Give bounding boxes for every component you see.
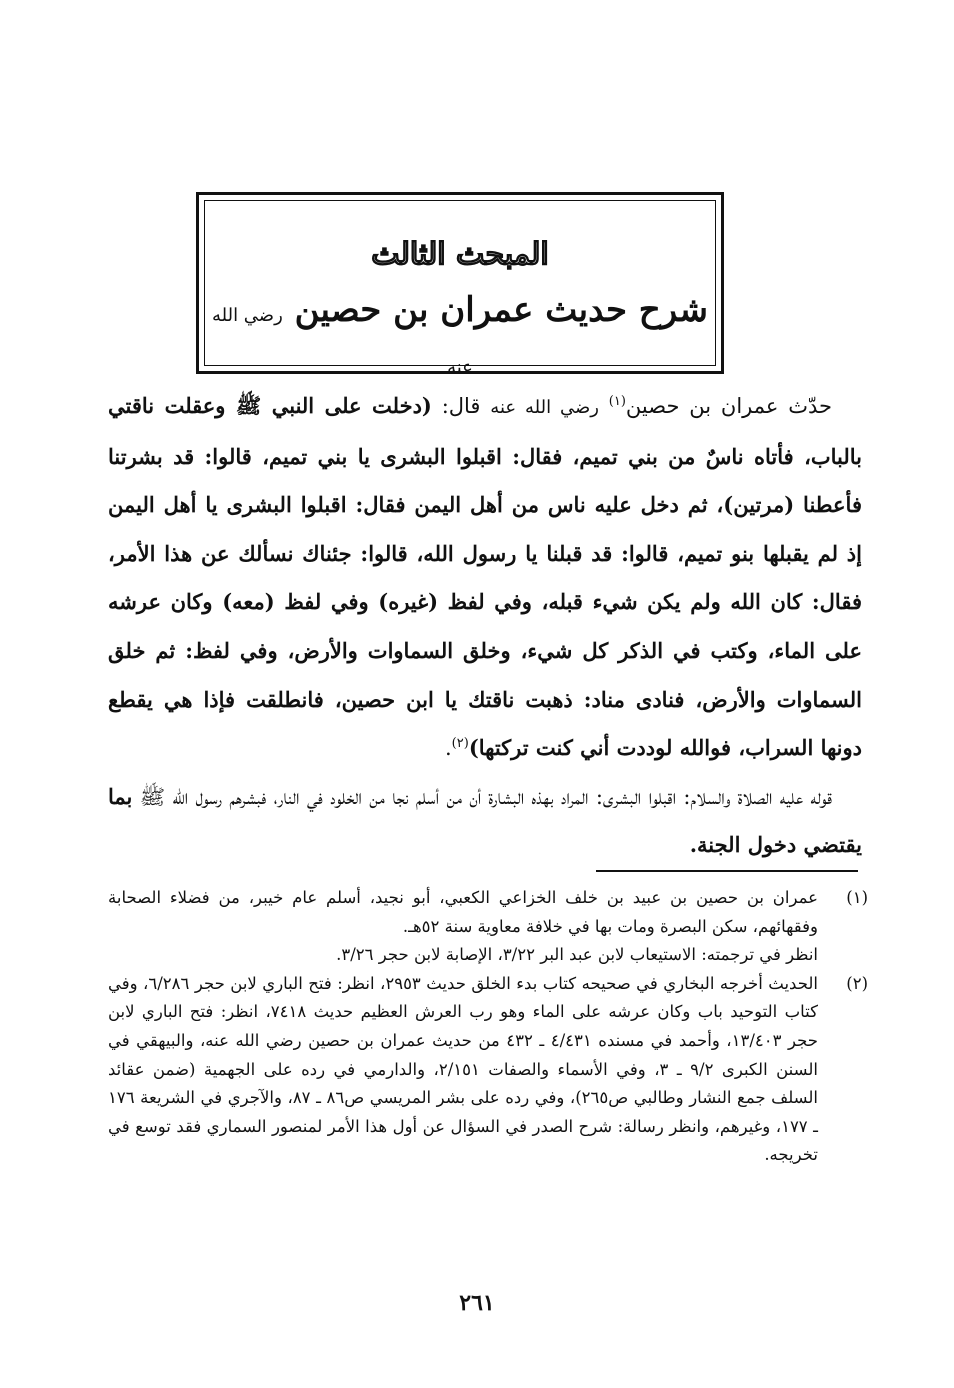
footnote-ref-2: (٢) xyxy=(451,736,469,752)
hadith-said: قال: xyxy=(431,394,491,418)
footnote-divider xyxy=(596,870,858,872)
section-label: المبحث الثالث xyxy=(371,237,549,272)
footnote-body xyxy=(108,884,818,970)
commentary-text-b: بما يقتضي دخول الجنة. xyxy=(108,783,862,858)
footnote-ref-1: (١) xyxy=(608,394,626,409)
hadith-end: . xyxy=(444,736,452,761)
section-title-frame-inner xyxy=(204,200,716,378)
narrator-honorific: رضي الله عنه xyxy=(490,397,599,418)
paragraph-commentary xyxy=(108,773,862,870)
paragraph-hadith xyxy=(108,382,862,773)
footnote-line: عمران بن حصين بن عبيد بن خلف الخزاعي الكعبي، أبو نجيد، أسلم عام خيبر، من فضلاء الصحابة وفقهائهم، سكن البصرة ومات بها في خلافة معاوية سنة ٥٢هـ. xyxy=(108,888,818,936)
footnote-body xyxy=(108,970,818,1170)
title-honorific: رضي الله عنه xyxy=(211,305,473,378)
section-title-text: شرح حديث عمران بن حصين xyxy=(294,290,708,330)
hadith-text: (دخلت على النبي ﷺ وعقلت ناقتي بالباب، فأتاه ناسٌ من بني تميم، فقال: اقبلوا البشرى يا بني تميم، قالوا: قد بشرتنا فأعطنا (مرتين)، ثم دخل عليه ناس من أهل اليمن فقال: اقبلوا البشرى يا أهل اليمن إذ لم يقبلها بنو تميم، قالوا: قد قبلنا يا رسول الله، قالوا: جئناك نسألك عن هذا الأمر، فقال: كان الله ولم يكن شيء قبله، وفي لفظ (غيره) وفي لفظ (معه) وكان عرشه على الماء، وكتب في الذكر كل شيء، وخلق السماوات والأرض، وفي لفظ: ثم خلق السماوات والأرض، فنادى مناد: ذهبت ناقتك يا ابن حصين، فانطلقت فإذا هي يقطع دونها السراب، فوالله لوددت أني كنت تركتها) xyxy=(108,393,862,761)
section-title-frame xyxy=(196,192,724,378)
footnote-line: انظر في ترجمته: الاستيعاب لابن عبد البر ٣/٢٢، الإصابة لابن حجر ٣/٢٦. xyxy=(336,945,818,965)
page-number: ٢٦١ xyxy=(459,1290,495,1316)
footnote-number: (٢) xyxy=(846,973,868,993)
commentary-text-a: قوله عليه الصلاة والسلام: اقبلوا البشرى: المراد بهذه البشارة أن من أسلم نجا من الخلود في النار، فبشرهم رسول الله ﷺ xyxy=(132,784,832,809)
section-title xyxy=(205,287,715,391)
hadith-intro: حدّث عمران بن حصين xyxy=(625,394,832,418)
footnote-number: (١) xyxy=(846,888,868,907)
footnotes xyxy=(108,884,868,1170)
footnote-1 xyxy=(108,884,868,970)
main-text xyxy=(108,382,862,870)
footnote-line: الحديث أخرجه البخاري في صحيحه كتاب بدء الخلق حديث ٢٩٥٣، انظر: فتح الباري لابن حجر ٦/٢٨٦، وفي كتاب التوحيد باب وكان عرشه على الماء وهو رب العرش العظيم حديث ٧٤١٨، انظر: فتح الباري لابن حجر ١٣/٤٠٣، وأحمد في مسنده ٤/٤٣١ ـ ٤٣٢ من حديث عمران بن حصين رضي الله عنه، والبيهقي في السنن الكبرى ٩/٢ ـ ٣، وفي الأسماء والصفات ٢/١٥١، والدارمي في رده على الجهمية (ضمن عقائد السلف جمع النشار وطالبي ص٢٦٥)، وفي رده على بشر المريسي ص٨٦ ـ ٨٧، والآجري في الشريعة ١٧٦ ـ ١٧٧، وغيرهم، وانظر رسالة: شرح الصدر في السؤال عن أول هذا الأمر لمنصور السماري فقد توسع في تخريجه. xyxy=(108,973,819,1165)
footnote-2 xyxy=(108,970,868,1170)
